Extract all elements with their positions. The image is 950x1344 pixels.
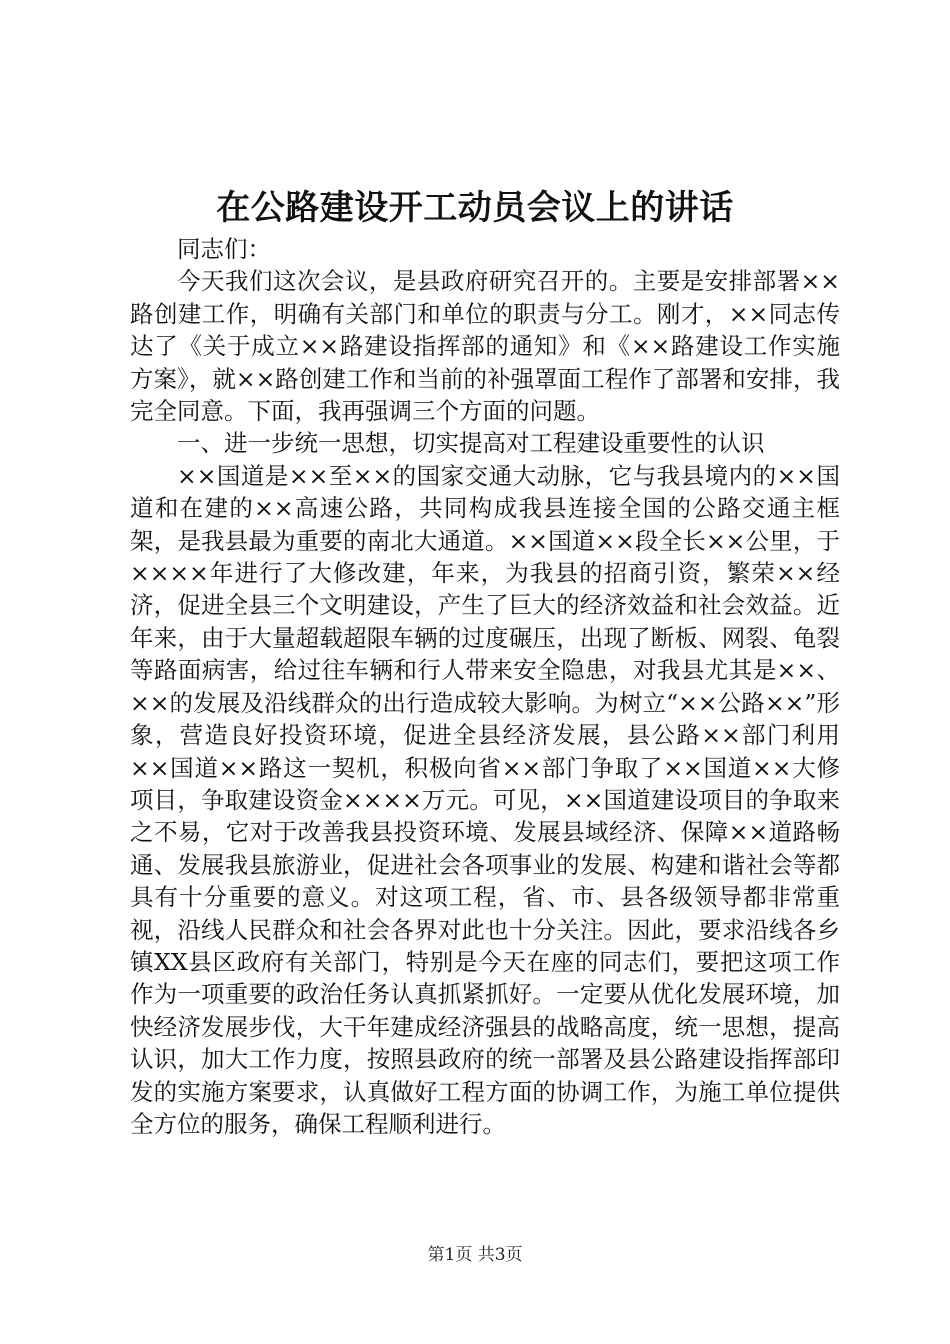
body-paragraph: ××国道是××至××的国家交通大动脉，它与我县境内的××国道和在建的××高速公路，共同构成我县连接全国的公路交通主框架，是我县最为重要的南北大通道。××国道××段全长××公里，于××××年进行了大修改建，年来，为我县的招商引资，繁荣××经济，促进全县三个文明建设，产生了巨大的经济效益和社会效益。近年来，由于大量超载超限车辆的过度碾压，出现了断板、网裂、龟裂等路面病害，给过往车辆和行人带来安全隐患，对我县尤其是××、××的发展及沿线群众的出行造成较大影响。为树立“××公路××”形象，营造良好投资环境，促进全县经济发展，县公路××部门利用××国道××路这一契机，积极向省××部门争取了××国道××大修项目，争取建设资金××××万元。可见，××国道建设项目的争取来之不易，它对于改善我县投资环境、发展县域经济、保障××道路畅通、发展我县旅游业，促进社会各项事业的发展、构建和谐社会等都具有十分重要的意义。对这项工程，省、市、县各级领导都非常重视，沿线人民群众和社会各界对此也十分关注。因此，要求沿线各乡镇XX县区政府有关部门，特别是今天在座的同志们，要把这项工作作为一项重要的政治任务认真抓紧抓好。一定要从优化发展环境，加快经济发展步伐，大干年建成经济强县的战略高度，统一思想，提高认识，加大工作力度，按照县政府的统一部署及县公路建设指挥部印发的实施方案要求，认真做好工程方面的协调工作，为施工单位提供全方位的服务，确保工程顺利进行。	[130, 461, 840, 1138]
section-heading: 一、进一步统一思想，切实提高对工程建设重要性的认识	[177, 429, 765, 458]
document-title: 在公路建设开工动员会议上的讲话	[216, 188, 734, 228]
page-footer: 第1页 共3页	[427, 1245, 523, 1265]
intro-paragraph: 今天我们这次会议，是县政府研究召开的。主要是安排部署××路创建工作，明确有关部门和单位的职责与分工。刚才，××同志传达了《关于成立××路建设指挥部的通知》和《××路建设工作实施方案》，就××路创建工作和当前的补强罩面工程作了部署和安排，我完全同意。下面，我再强调三个方面的问题。	[130, 267, 840, 426]
document-body	[130, 233, 840, 1140]
salutation-paragraph: 同志们：	[177, 235, 271, 263]
